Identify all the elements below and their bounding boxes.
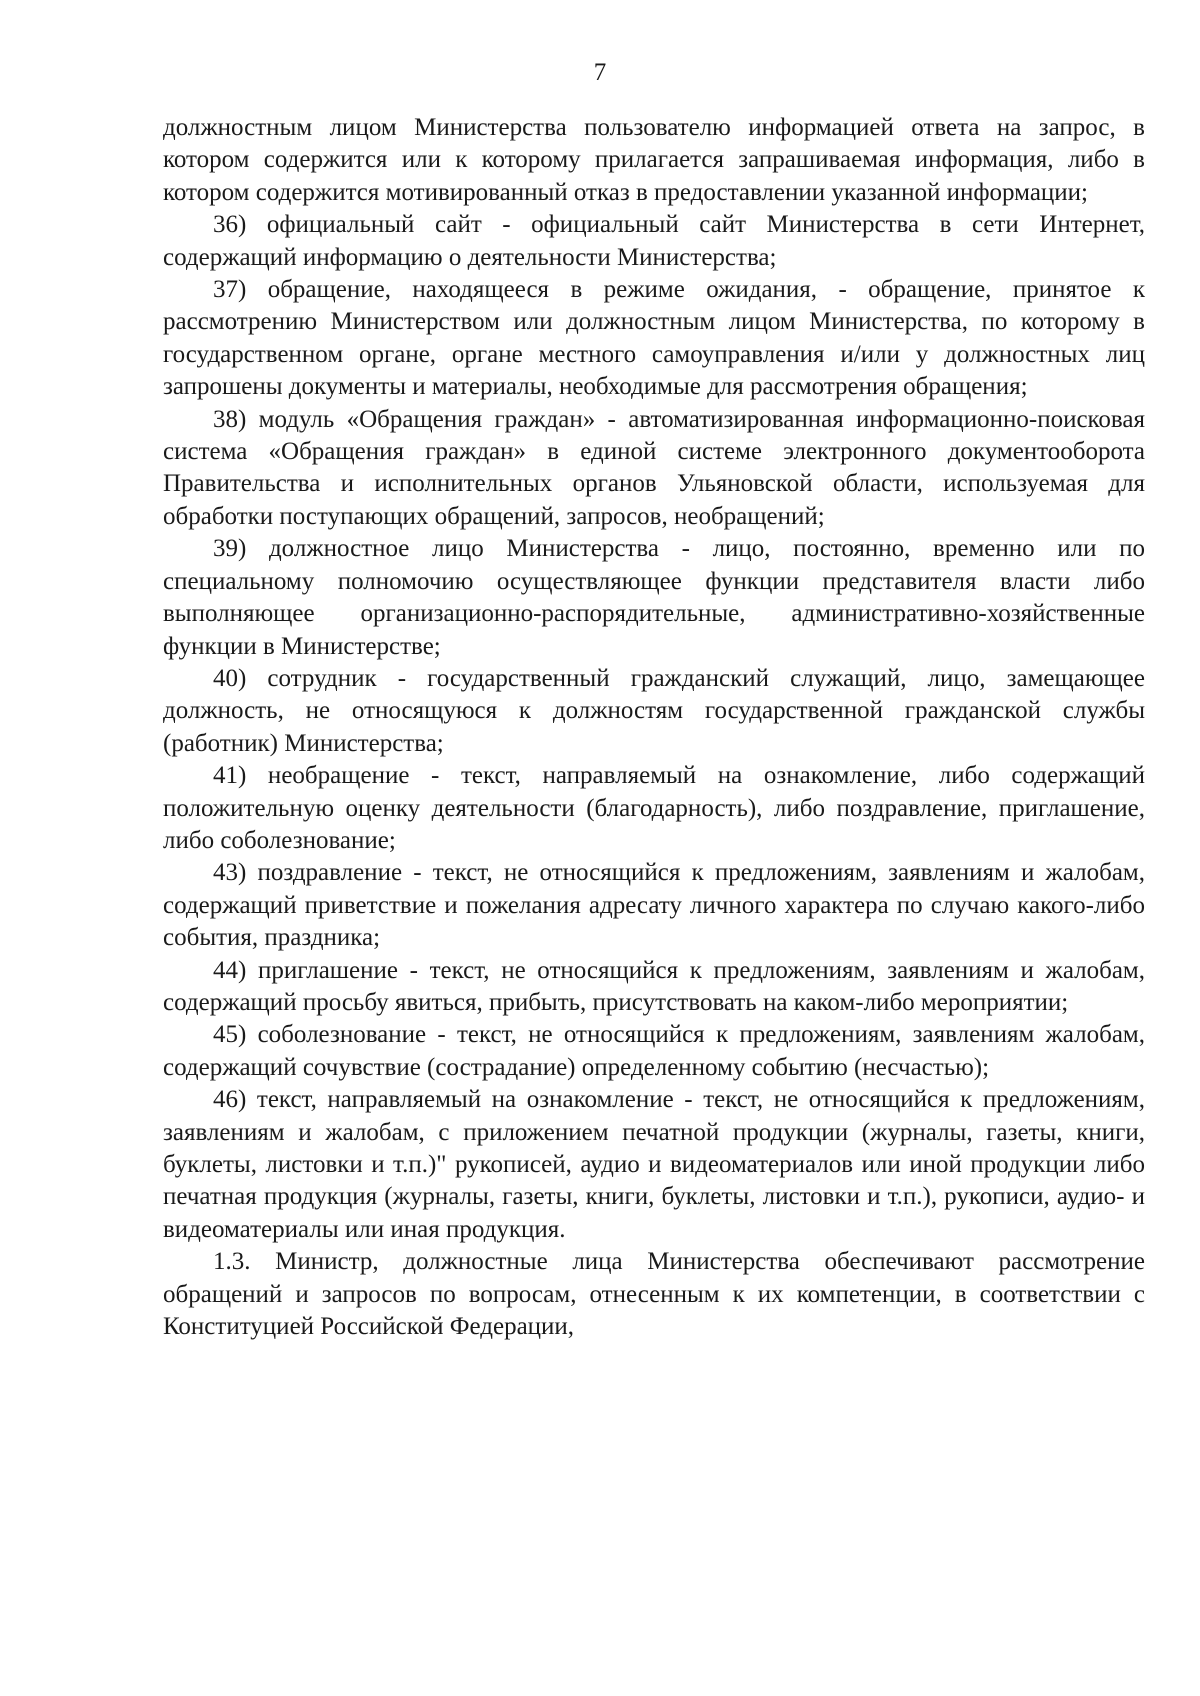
- page-number: 7: [593, 59, 607, 86]
- paragraph-item-38: 38) модуль «Обращения граждан» - автоматизированная информационно-поисковая система «Обращения граждан» в единой системе электронного документооборота Правительства и исполнительных органов Ульяновской области, используемая для обработки поступающих обращений, запросов, необращений;: [163, 405, 1145, 530]
- paragraph-item-41: 41) необращение - текст, направляемый на ознакомление, либо содержащий положительную оценку деятельности (благодарность), либо поздравление, приглашение, либо соболезнование;: [163, 762, 1145, 854]
- document-body: [163, 112, 1145, 1343]
- paragraph-item-39: 39) должностное лицо Министерства - лицо, постоянно, временно или по специальному полномочию осуществляющее функции представителя власти либо выполняющее организационно-распорядительные, административно-хозяйственные функции в Министерстве;: [163, 535, 1145, 660]
- paragraph-item-36: 36) официальный сайт - официальный сайт Министерства в сети Интернет, содержащий информацию о деятельности Министерства;: [163, 211, 1145, 271]
- paragraph-section-1-3: 1.3. Министр, должностные лица Министерства обеспечивают рассмотрение обращений и запросов по вопросам, отнесенным к их компетенции, в соответствии с Конституцией Российской Федерации,: [163, 1248, 1145, 1341]
- paragraph-item-45: 45) соболезнование - текст, не относящийся к предложениям, заявлениям жалобам, содержащий сочувствие (сострадание) определенному событию (несчастью);: [163, 1021, 1145, 1081]
- paragraph-item-40: 40) сотрудник - государственный гражданский служащий, лицо, замещающее должность, не относящуюся к должностям государственной гражданской службы (работник) Министерства;: [163, 664, 1145, 757]
- paragraph-continuation: должностным лицом Министерства пользователю информацией ответа на запрос, в котором содержится или к которому прилагается запрашиваемая информация, либо в котором содержится мотивированный отказ в предоставлении указанной информации;: [163, 114, 1145, 206]
- paragraph-item-46: 46) текст, направляемый на ознакомление - текст, не относящийся к предложениям, заявлениям и жалобам, с приложением печатной продукции (журналы, газеты, книги, буклеты, листовки и т.п.)" рукописей, аудио и видеоматериалов или иной продукции либо печатная продукция (журналы, газеты, книги, буклеты, листовки и т.п.), рукописи, аудио- и видеоматериалы или иная продукция.: [163, 1086, 1145, 1243]
- paragraph-item-44: 44) приглашение - текст, не относящийся к предложениям, заявлениям и жалобам, содержащий просьбу явиться, прибыть, присутствовать на каком-либо мероприятии;: [163, 956, 1145, 1016]
- paragraph-item-37: 37) обращение, находящееся в режиме ожидания, - обращение, принятое к рассмотрению Министерством или должностным лицом Министерства, по которому в государственном органе, органе местного самоуправления и/или у должностных лиц запрошены документы и материалы, необходимые для рассмотрения обращения;: [163, 276, 1145, 401]
- paragraph-item-43: 43) поздравление - текст, не относящийся к предложениям, заявлениям и жалобам, содержащий приветствие и пожелания адресату личного характера по случаю какого-либо события, праздника;: [163, 859, 1145, 952]
